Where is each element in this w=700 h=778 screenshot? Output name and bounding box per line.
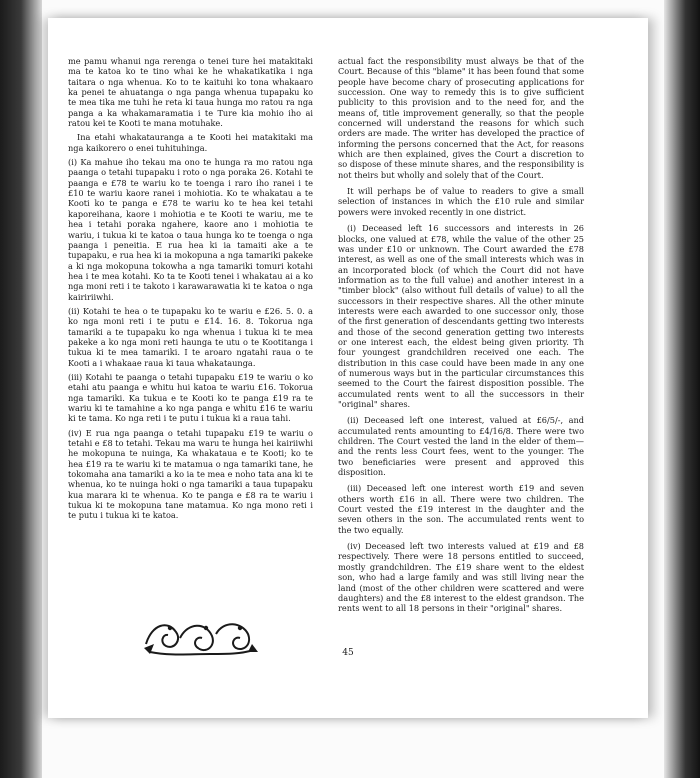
book-gutter-shadow bbox=[0, 0, 42, 778]
left-paragraph-4: (iii) Kotahi te paanga o tetahi tupapaku £19 te wariu o ko etahi atu paanga e whitu hui katoa te wariu £16. Tokorua nga tamariki. Ka tukua e te Kooti ko te panga £19 ra te wariu ki te tamahine a ko nga panga e whitu £16 te wariu ki te tama. Ko nga reti i te putu i tukua ki a raua tahi. bbox=[68, 371, 313, 424]
left-paragraph-0: me pamu whanui nga rerenga o tenei ture hei matakitaki ma te katoa ko te tino whai ke he whakatikatika i nga taitara o nga whenua. Ko to te kaituhi ko tona whakaaro ka penei te ahuatanga o nga panga whenua tupapaku ko te mea tika me tuhi he reta ki taua hunga mo ratou ra nga panga a ka whakamaramatia i te Ture kia mohio iho ai ratou kei te Kooti te mana motuhake. bbox=[68, 56, 313, 129]
page-number: 45 bbox=[342, 648, 354, 658]
right-column bbox=[338, 56, 584, 618]
right-paragraph-5: (iv) Deceased left two interests valued at £19 and £8 respectively. There were 18 persons entitled to succeed, mostly grandchildren. The £19 share went to the eldest son, who had a large family and was still living near the land (most of the other children were scattered and were daughters) and the £8 interest to the eldest grandson. The rents went to all 18 persons in their "original" shares. bbox=[338, 541, 584, 614]
page-edge-shadow bbox=[664, 0, 700, 778]
right-paragraph-2: (i) Deceased left 16 successors and interests in 26 blocks, one valued at £78, while the value of the other 25 was under £10 or unknown. The Court awarded the £78 interest, as well as one of the small interests which was in an incorporated block (of which the Court did not have information as to the full value) and another interest in a "timber block" (also without full details of value) to all the successors in their respective shares. All the other minute interests were each awarded to one successor only, those of the first generation of descendants getting two interests and those of the second generation getting two interests or one interest each, the eldest being given priority. Th four youngest grandchildren received one each. The distribution in this case could have been made in any one of numerous ways but in the particular circumstances this seemed to the Court the fairest disposition possible. The accumulated rents went to all the successors in their "original" shares. bbox=[338, 223, 584, 409]
right-paragraph-1: It will perhaps be of value to readers to give a small selection of instances in which the £10 rule and similar powers were invoked recently in one district. bbox=[338, 186, 584, 217]
left-paragraph-1: Ina etahi whakatauranga a te Kooti hei matakitaki ma nga kaikorero o enei tuhituhinga. bbox=[68, 132, 313, 153]
right-paragraph-0: actual fact the responsibility must always be that of the Court. Because of this "blame" it has been found that some people have become chary of prosecuting applications for succession. One way to remedy this is to give sufficient publicity to this provision and to the need for, and the means of, title improvement generally, so that the people concerned will understand the reasons for which such orders are made. The writer has developed the practice of informing the persons concerned that the Act, for reasons which are then explained, gives the Court a discretion to so dispose of these minute shares, and the responsibility is not theirs but wholly and solely that of the Court. bbox=[338, 56, 584, 180]
right-paragraph-4: (iii) Deceased left one interest worth £19 and seven others worth £16 in all. There were two children. The Court vested the £19 interest in the daughter and the seven others in the son. The accumulated rents went to the two equally. bbox=[338, 483, 584, 535]
left-paragraph-2: (i) Ka mahue iho tekau ma ono te hunga ra mo ratou nga paanga o tetahi tupapaku i roto o nga poraka 26. Kotahi te paanga e £78 te wariu ko te toenga i raro iho ranei i te £10 te wariu kaore ranei i mohiotia. Ko te whakatau a te Kooti ko te panga e £78 te wariu ko te hea kei tetahi kaporeihana, kaore i mohiotia e te Kooti te wariu, me te hea i tetahi poraka ngahere, kaore ano i mohiotia te wariu, i tukua ki te katoa o taua hunga ko te toenga o nga paanga i peneitia. E rua hea ki ia tamaiti ake a te tupapaku, e rua hea ki ia mokopuna a nga tamariki pakeke a ki nga mokopuna tokowha a nga tamariki tomuri kotahi hea i te mea kotahi. Ko ta te Kooti tenei i whakatau ai a ko nga moni reti i te takoto i karawarawatia ki te katoa o nga kaiririiwhi. bbox=[68, 157, 313, 302]
right-paragraph-3: (ii) Deceased left one interest, valued at £6/5/-, and accumulated rents amounting to £4/16/8. There were two children. The Court vested the land in the elder of them—and the rents less Court fees, went to the younger. The two beneficiaries were present and approved this disposition. bbox=[338, 415, 584, 478]
left-paragraph-3: (ii) Kotahi te hea o te tupapaku ko te wariu e £26. 5. 0. a ko nga moni reti i te putu e £14. 16. 8. Tokorua nga tamariki a te tupapaku ko nga whenua i tukua ki te mea pakeke a ko nga moni reti haunga te utu o te Kootitanga i tukua ki te mea tamariki. I te aroaro ngatahi raua o te Kooti a i whakaae raua ki taua whakataunga. bbox=[68, 305, 313, 368]
left-paragraph-5: (iv) E rua nga paanga o tetahi tupapaku £19 te wariu o tetahi e £8 to tetahi. Tekau ma waru te hunga hei kairiiwhi he mokopuna te nuinga, Ka whakataua e te Kooti; ko te hea £19 ra te wariu ki te matamua o nga tamariki tane, he tokomaha ana tamariki a ko ia te mea e noho tata ana ki te whenua, ko te nuinga hoki o nga tamariki a taua tupapaku kua marara ki te whenua. Ko te panga e £8 ra te wariu i tukua ki te mokopuna tane matamua. Ko nga mono reti i te putu i tukua ki te katoa. bbox=[68, 427, 313, 521]
book-page bbox=[48, 18, 648, 718]
left-column bbox=[68, 56, 313, 525]
